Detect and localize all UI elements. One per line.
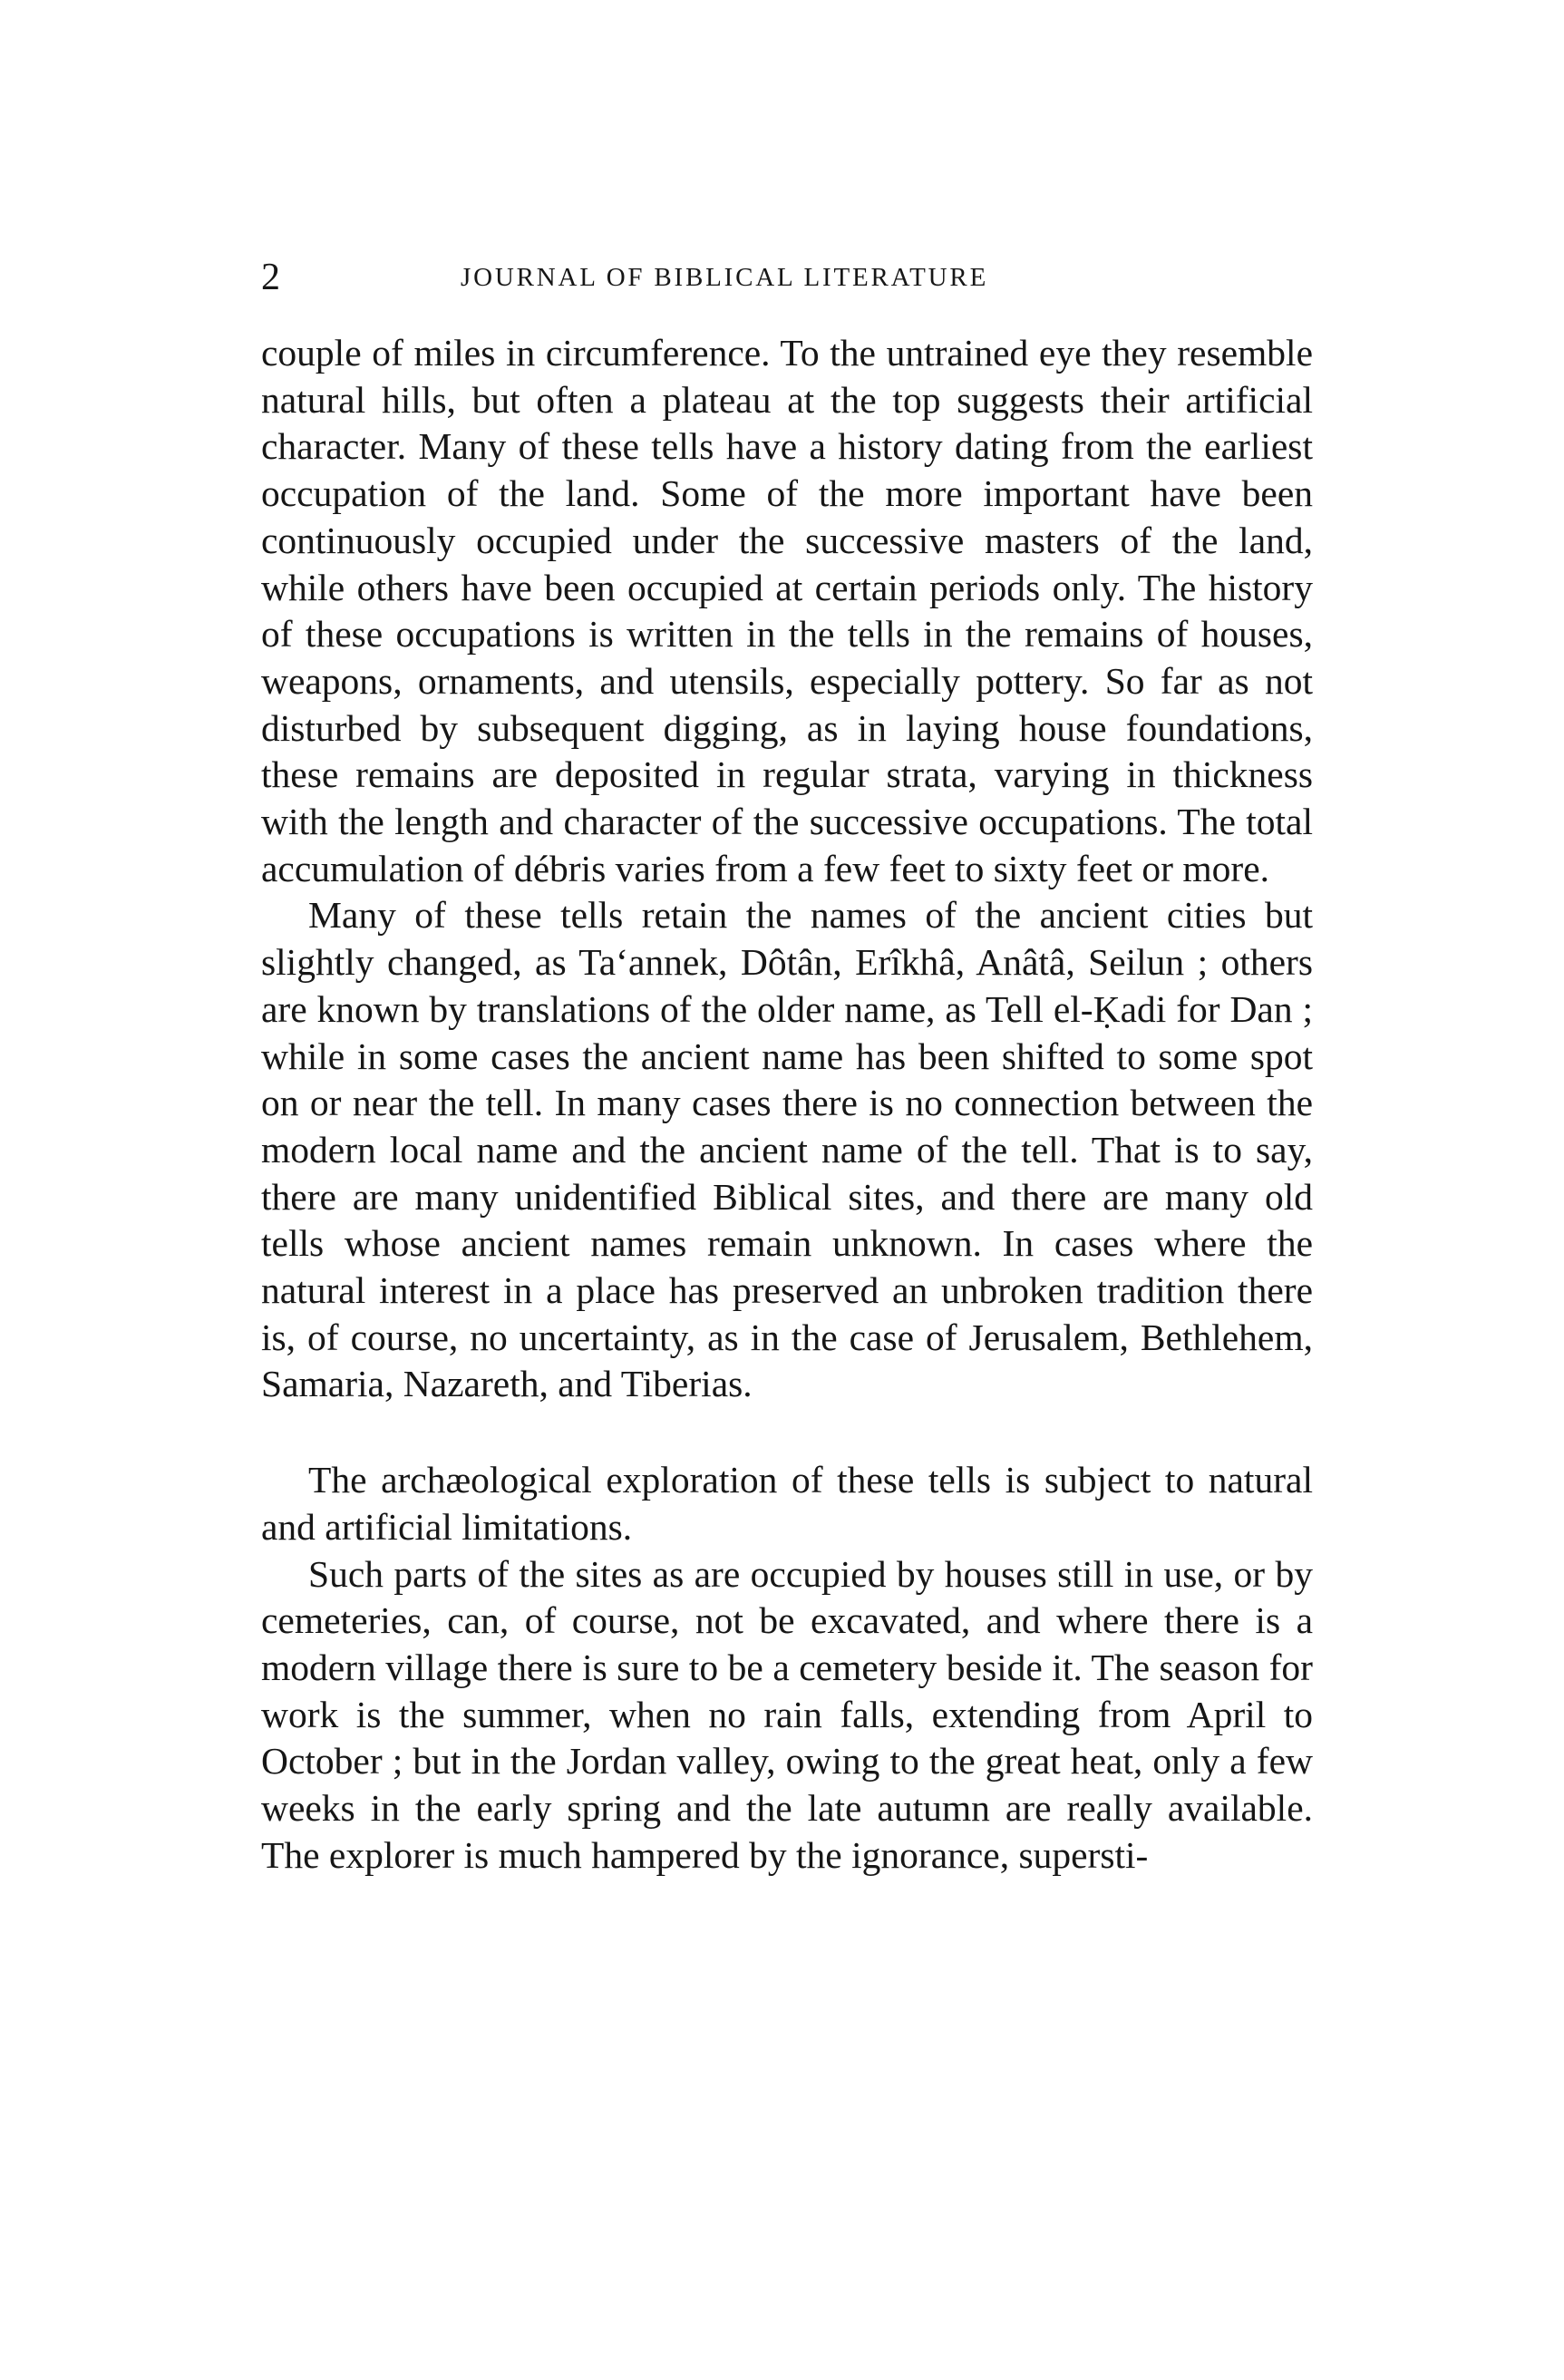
paragraph-tell-names: Many of these tells retain the names of the ancient cities but slightly changed, as Ta‘annek, Dôtân, Erîkhâ, Anâtâ, Seilun ; others are known by translations of the older name, as Tell el-Ḳadi for Dan ; while in some cases the ancient name has been shifted to some spot on or near the tell. In many cases there is no connection between the modern local name and the ancient name of the tell. That is to say, there are many unidentified Biblical sites, and there are many old tells whose ancient names remain unknown. In cases where the natural interest in a place has preserved an unbroken tradition there is, of course, no uncertainty, as in the case of Jerusalem, Bethlehem, Samaria, Nazareth, and Tiberias.: [261, 894, 1313, 1405]
running-head: JOURNAL OF BIBLICAL LITERATURE: [461, 263, 989, 292]
page-header: [261, 250, 1320, 305]
page-number: 2: [261, 257, 280, 298]
body-text: [261, 330, 1313, 1880]
paragraph-continuation: couple of miles in circumference. To the untrained eye they resemble natural hills, but often a plateau at the top suggests their artificial character. Many of these tells have a history dating from the earliest occupation of the land. Some of the more important have been continuously occupied under the successive masters of the land, while others have been occupied at certain periods only. The history of these occupations is written in the tells in the remains of houses, weapons, ornaments, and utensils, especially pottery. So far as not disturbed by subsequent digging, as in laying house foundations, these remains are deposited in regular strata, varying in thickness with the length and character of the successive occupations. The total accumulation of débris varies from a few feet to sixty feet or more.: [261, 332, 1313, 889]
paragraph-excavation-constraints: Such parts of the sites as are occupied by houses still in use, or by cemeteries, can, of course, not be excavated, and where there is a modern village there is sure to be a cemetery beside it. The season for work is the summer, when no rain falls, extending from April to October ; but in the Jordan valley, owing to the great heat, only a few weeks in the early spring and the late autumn are really available. The explorer is much hampered by the ignorance, supersti-: [261, 1552, 1313, 1876]
paragraph-exploration-limitations: The archæological exploration of these tells is subject to natural and artificial limitations.: [261, 1459, 1313, 1548]
